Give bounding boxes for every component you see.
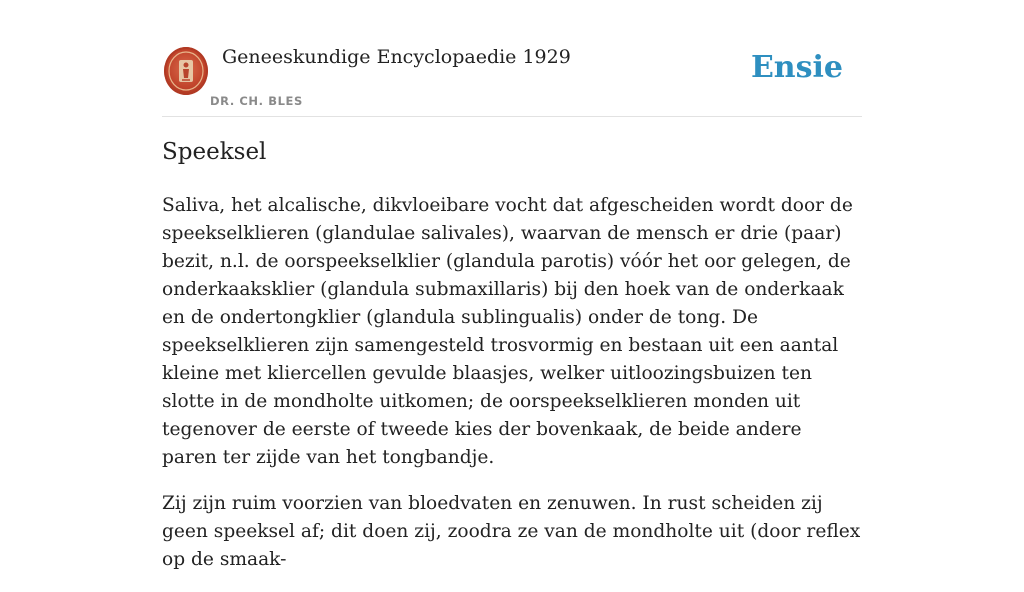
book-title[interactable]: Geneeskundige Encyclopaedie 1929 (222, 46, 571, 68)
ensie-logo[interactable]: Ensie (750, 50, 843, 85)
book-author[interactable]: DR. CH. BLES (210, 94, 303, 108)
entry-body (162, 192, 862, 592)
site-header (162, 0, 862, 117)
book-cover-icon[interactable] (164, 47, 208, 95)
paragraph: Saliva, het alcalische, dikvloeibare vocht dat afgescheiden wordt door de speekselklieren (glandulae salivales), waarvan de mensch er drie (paar) bezit, n.l. de oorspeekselklier (glandula parotis) vóór het oor gelegen, de onderkaaksklier (glandula submaxillaris) bij den hoek van de onderkaak en de ondertongklier (glandula sublingualis) onder de tong. De speekselklieren zijn samengesteld trosvormig en bestaan uit een aantal kleine met kliercellen gevulde blaasjes, welker uitloozingsbuizen ten slotte in de mondholte uitkomen; de oorspeekselklieren monden uit tegenover de eerste of tweede kies der bovenkaak, de beide andere paren ter zijde van het tongbandje. (162, 195, 853, 468)
page-container (162, 0, 862, 570)
entry-title: Speeksel (162, 139, 267, 165)
paragraph: Zij zijn ruim voorzien van bloedvaten en zenuwen. In rust scheiden zij geen speeksel af; dit doen zij, zoodra ze van de mondholte uit (door reflex op de smaak- (162, 493, 861, 570)
